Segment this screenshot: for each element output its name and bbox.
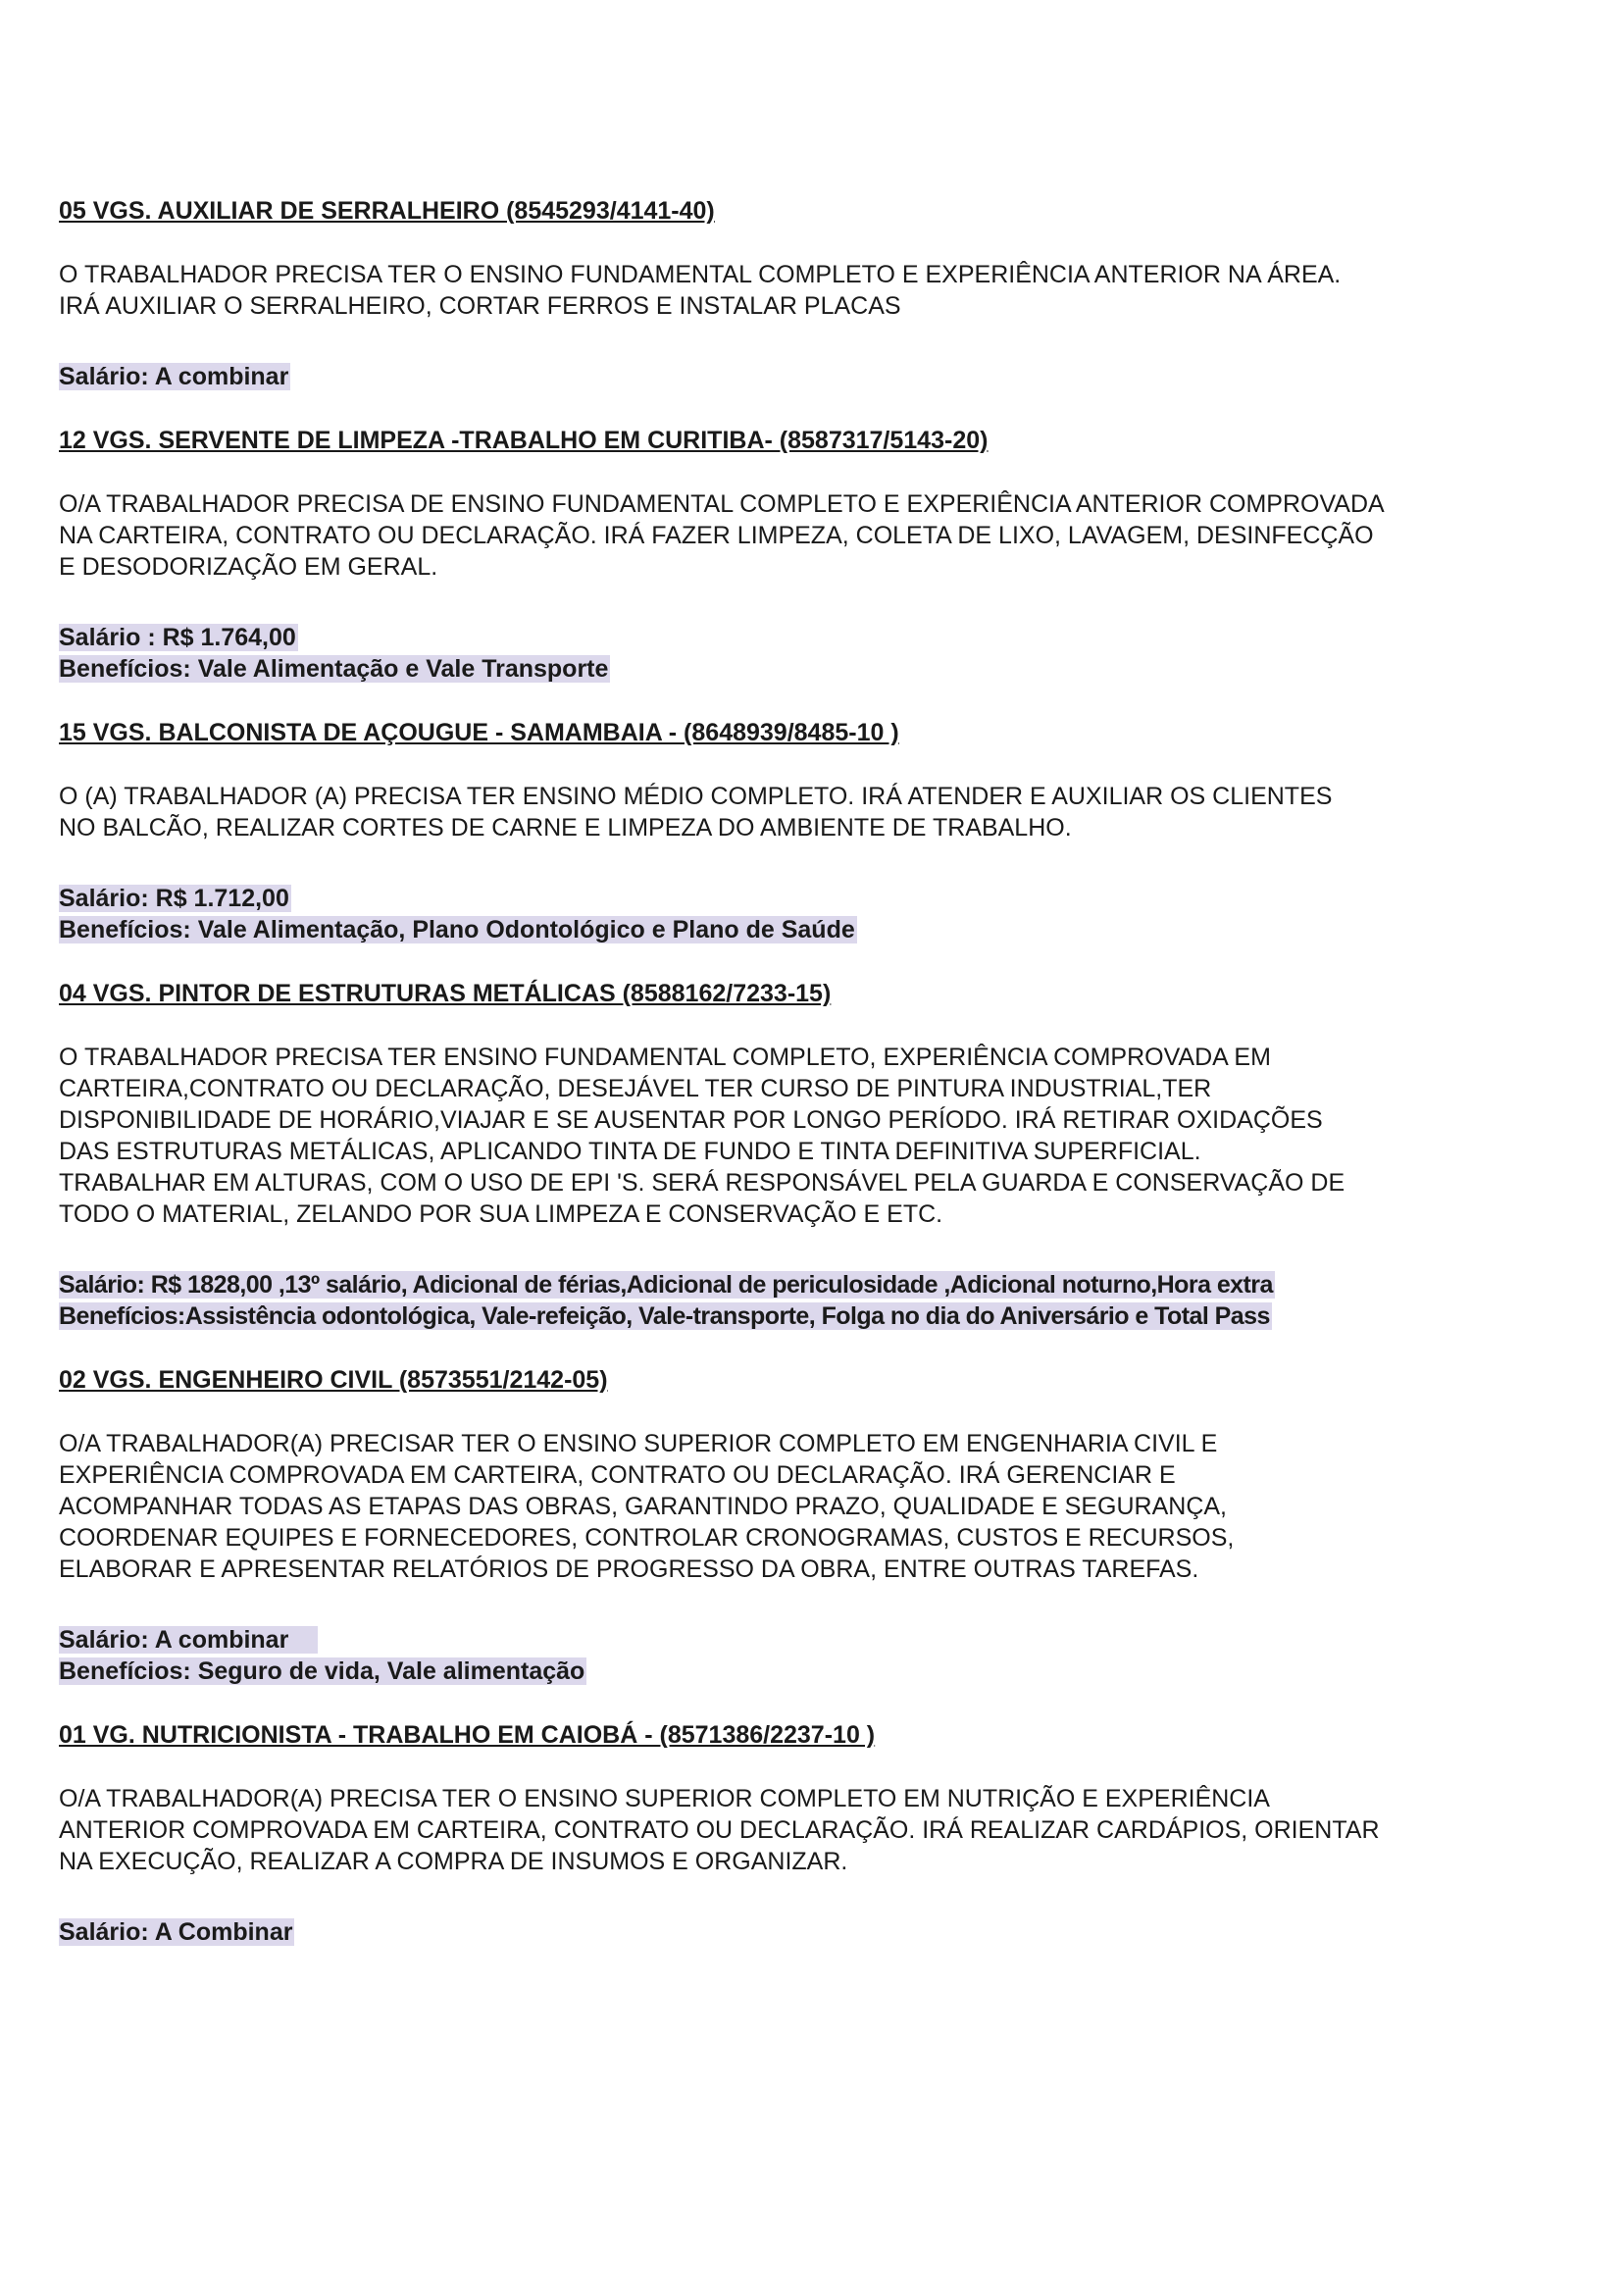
job-highlights [59, 622, 1569, 685]
benefits-line: Benefícios: Vale Alimentação, Plano Odontológico e Plano de Saúde [59, 916, 855, 943]
job-highlights [59, 883, 1569, 945]
job-description: O/A TRABALHADOR(A) PRECISAR TER O ENSINO SUPERIOR COMPLETO EM ENGENHARIA CIVIL E EXPERIÊNCIA COMPROVADA EM CARTEIRA, CONTRATO OU DECLARAÇÃO. IRÁ GERENCIAR E ACOMPANHAR TODAS AS ETAPAS DAS OBRAS, GARANTINDO PRAZO, QUALIDADE E SEGURANÇA, COORDENAR EQUIPES E FORNECEDORES, CONTROLAR CRONOGRAMAS, CUSTOS E RECURSOS, ELABORAR E APRESENTAR RELATÓRIOS DE PROGRESSO DA OBRA, ENTRE OUTRAS TAREFAS. [59, 1430, 1235, 1583]
benefits-line: Benefícios:Assistência odontológica, Vale-refeição, Vale-transporte, Folga no dia do Aniversário e Total Pass [59, 1302, 1270, 1330]
job-listing [59, 1365, 1569, 1687]
job-listing [59, 426, 1569, 685]
job-title: 04 VGS. PINTOR DE ESTRUTURAS METÁLICAS (8588162/7233-15) [59, 980, 832, 1007]
job-highlights [59, 1624, 1569, 1687]
salary-line: Salário: A combinar [59, 363, 289, 390]
job-highlights [59, 361, 1569, 392]
job-listing [59, 1720, 1569, 1948]
job-title: 01 VG. NUTRICIONISTA - TRABALHO EM CAIOBÁ - (8571386/2237-10 ) [59, 1721, 876, 1749]
job-title: 05 VGS. AUXILIAR DE SERRALHEIRO (8545293/4141-40) [59, 197, 715, 225]
job-listings-page [59, 196, 1569, 1981]
benefits-line: Benefícios: Vale Alimentação e Vale Transporte [59, 655, 609, 683]
job-title: 02 VGS. ENGENHEIRO CIVIL (8573551/2142-05) [59, 1366, 608, 1394]
salary-line: Salário: A combinar [59, 1626, 317, 1654]
job-description: O/A TRABALHADOR PRECISA DE ENSINO FUNDAMENTAL COMPLETO E EXPERIÊNCIA ANTERIOR COMPROVADA NA CARTEIRA, CONTRATO OU DECLARAÇÃO. IRÁ FAZER LIMPEZA, COLETA DE LIXO, LAVAGEM, DESINFECÇÃO E DESODORIZAÇÃO EM GERAL. [59, 490, 1385, 581]
job-listing [59, 196, 1569, 392]
job-description: O/A TRABALHADOR(A) PRECISA TER O ENSINO SUPERIOR COMPLETO EM NUTRIÇÃO E EXPERIÊNCIA ANTERIOR COMPROVADA EM CARTEIRA, CONTRATO OU DECLARAÇÃO. IRÁ REALIZAR CARDÁPIOS, ORIENTAR NA EXECUÇÃO, REALIZAR A COMPRA DE INSUMOS E ORGANIZAR. [59, 1785, 1380, 1875]
salary-line: Salário: R$ 1828,00 ,13º salário, Adicional de férias,Adicional de periculosidade ,Adicional noturno,Hora extra [59, 1271, 1273, 1299]
job-highlights [59, 1916, 1569, 1948]
job-listing [59, 979, 1569, 1332]
salary-line: Salário : R$ 1.764,00 [59, 624, 296, 651]
salary-line: Salário: R$ 1.712,00 [59, 885, 289, 912]
job-listing [59, 718, 1569, 945]
job-description: O TRABALHADOR PRECISA TER ENSINO FUNDAMENTAL COMPLETO, EXPERIÊNCIA COMPROVADA EM CARTEIRA,CONTRATO OU DECLARAÇÃO, DESEJÁVEL TER CURSO DE PINTURA INDUSTRIAL,TER DISPONIBILIDADE DE HORÁRIO,VIAJAR E SE AUSENTAR POR LONGO PERÍODO. IRÁ RETIRAR OXIDAÇÕES DAS ESTRUTURAS METÁLICAS, APLICANDO TINTA DE FUNDO E TINTA DEFINITIVA SUPERFICIAL. TRABALHAR EM ALTURAS, COM O USO DE EPI 'S. SERÁ RESPONSÁVEL PELA GUARDA E CONSERVAÇÃO DE TODO O MATERIAL, ZELANDO POR SUA LIMPEZA E CONSERVAÇÃO E ETC. [59, 1044, 1345, 1228]
job-description: O (A) TRABALHADOR (A) PRECISA TER ENSINO MÉDIO COMPLETO. IRÁ ATENDER E AUXILIAR OS CLIENTES NO BALCÃO, REALIZAR CORTES DE CARNE E LIMPEZA DO AMBIENTE DE TRABALHO. [59, 783, 1333, 841]
job-title: 12 VGS. SERVENTE DE LIMPEZA -TRABALHO EM CURITIBA- (8587317/5143-20) [59, 427, 989, 454]
job-highlights [59, 1269, 1569, 1332]
job-title: 15 VGS. BALCONISTA DE AÇOUGUE - SAMAMBAIA - (8648939/8485-10 ) [59, 719, 899, 746]
salary-line: Salário: A Combinar [59, 1918, 293, 1946]
job-description: O TRABALHADOR PRECISA TER O ENSINO FUNDAMENTAL COMPLETO E EXPERIÊNCIA ANTERIOR NA ÁREA. IRÁ AUXILIAR O SERRALHEIRO, CORTAR FERROS E INSTALAR PLACAS [59, 261, 1342, 320]
benefits-line: Benefícios: Seguro de vida, Vale alimentação [59, 1657, 585, 1685]
